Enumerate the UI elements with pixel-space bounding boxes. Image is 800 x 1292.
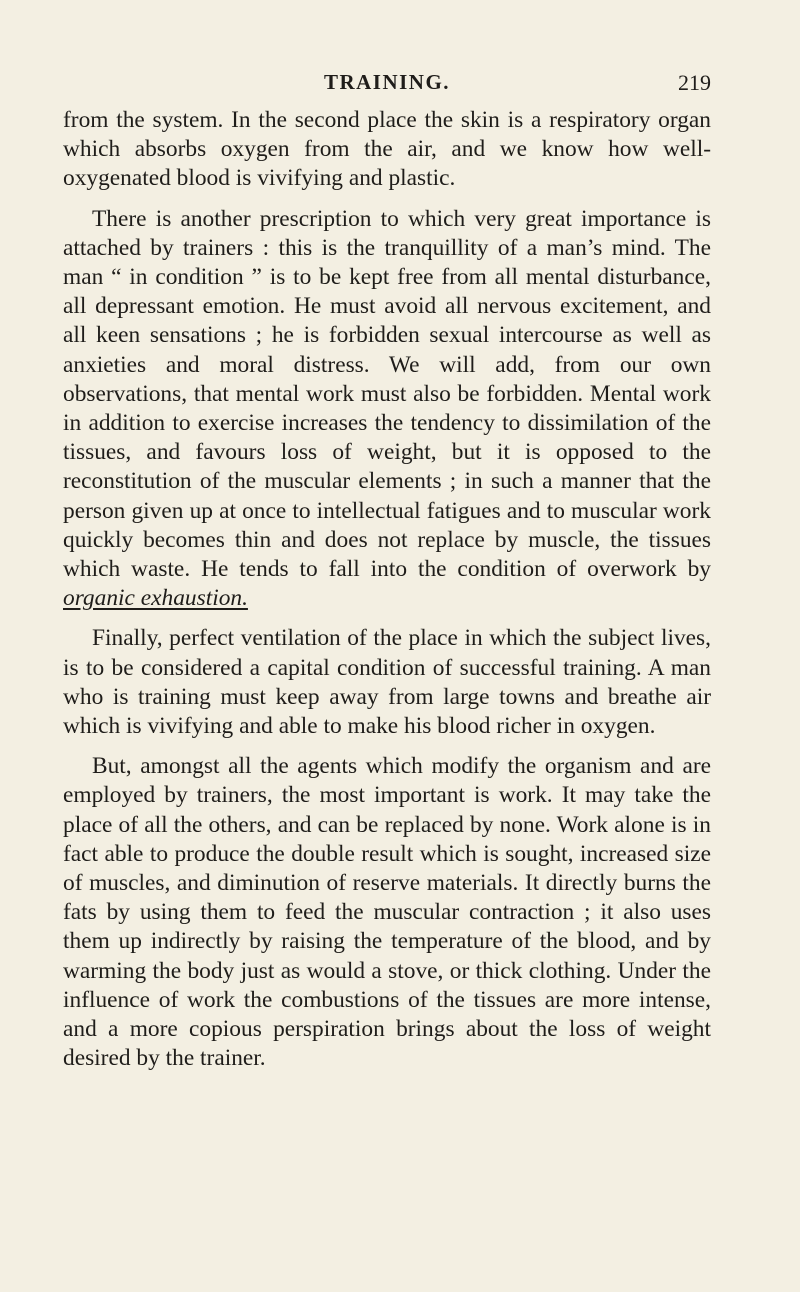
body-text bbox=[63, 106, 711, 1074]
running-head bbox=[63, 70, 711, 106]
book-page bbox=[63, 70, 711, 1085]
page-number: 219 bbox=[678, 70, 711, 95]
running-title: TRAINING. bbox=[323, 70, 451, 94]
paragraph-text: There is another prescription to which very great importance is attached by trainers : this is the tranquillity of a man’s mind. The man “ in condition ” is to be kept free from all mental disturbance, all depressant emotion. He must avoid all nervous excitement, and all keen sensations ; he is forbidden sexual intercourse as well as anxieties and moral distress. We will add, from our own observations, that mental work must also be forbidden. Mental work in addition to exercise increases the tendency to dissimilation of the tissues, and favours loss of weight, but it is opposed to the reconstitution of the muscular elements ; in such a manner that the person given up at once to intellectual fatigues and to muscular work quickly becomes thin and does not replace by muscle, the tissues which waste. He tends to fall into the condition of overwork by bbox=[63, 205, 711, 583]
emphasized-phrase: organic exhaustion. bbox=[63, 585, 248, 612]
paragraph: from the system. In the second place the skin is a respiratory organ which absorbs oxygen from the air, and we know how well-oxygenated blood is vivifying and plastic. bbox=[63, 107, 711, 192]
paragraph bbox=[63, 205, 711, 614]
paragraph: But, amongst all the agents which modify the organism and are employed by trainers, the most important is work. It may take the place of all the others, and can be replaced by none. Work alone is in fact able to produce the double result which is sought, increased size of muscles, and diminution of reserve materials. It directly burns the fats by using them to feed the muscular contraction ; it also uses them up indirectly by raising the temperature of the blood, and by warming the body just as would a stove, or thick clothing. Under the influence of work the combustions of the tissues are more intense, and a more copious perspiration brings about the loss of weight desired by the trainer. bbox=[63, 753, 711, 1072]
paragraph: Finally, perfect ventilation of the place in which the subject lives, is to be considered a capital condition of successful training. A man who is training must keep away from large towns and breathe air which is vivifying and able to make his blood richer in oxygen. bbox=[63, 625, 711, 740]
